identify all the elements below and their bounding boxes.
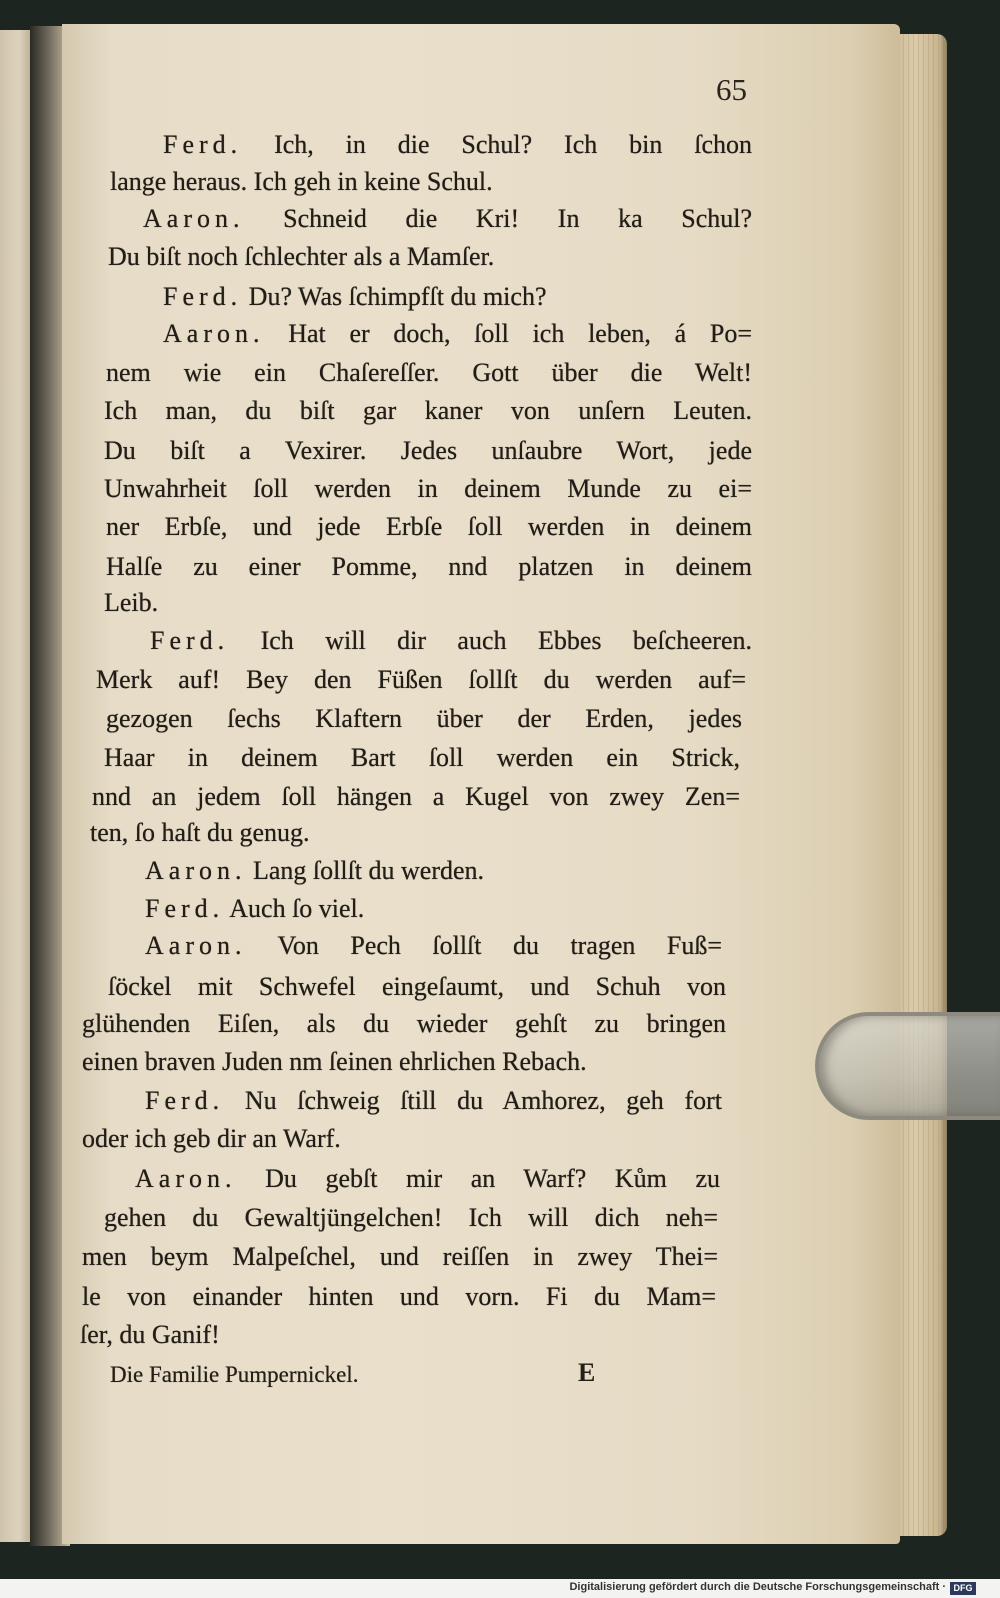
line-text: nnd an jedem ſoll hängen a Kugel von zwey Zen= <box>92 782 740 811</box>
line-text: Du gebſt mir an Warf? Kům zu <box>265 1164 721 1193</box>
text-line <box>92 779 740 815</box>
speaker-name: Aaron. <box>163 319 265 348</box>
line-text: Merk auf! Bey den Füßen ſollſt du werden auf= <box>96 665 746 694</box>
text-line <box>104 471 752 507</box>
line-text: ſöckel mit Schwefel eingeſaumt, und Schuh von <box>108 972 726 1001</box>
text-line <box>163 316 752 352</box>
text-line <box>104 585 752 621</box>
text-line <box>104 740 740 776</box>
text-line <box>145 928 722 964</box>
text-line <box>82 1006 726 1042</box>
line-text: ten, ſo haſt du genug. <box>90 818 310 847</box>
speaker-name: Ferd. <box>150 626 230 655</box>
line-text: Halſe zu einer Pomme, nnd platzen in deinem <box>106 552 752 581</box>
line-text: Ich, in die Schul? Ich bin ſchon <box>274 130 753 159</box>
text-line <box>145 1083 722 1119</box>
speaker-name: Ferd. <box>163 282 243 311</box>
text-line <box>80 1317 716 1353</box>
speaker-name: Ferd. <box>145 1086 225 1115</box>
text-line <box>145 891 740 927</box>
text-line <box>104 393 752 429</box>
line-text: Ich man, du biſt gar kaner von unſern Leuten. <box>104 396 752 425</box>
line-text: nem wie ein Chaſereſſer. Gott über die Welt! <box>106 358 752 387</box>
line-text: Auch ſo viel. <box>229 894 365 923</box>
dfg-logo: DFG <box>950 1582 976 1595</box>
text-line <box>104 433 752 469</box>
previous-page-edge <box>0 30 32 1542</box>
speaker-name: Aaron. <box>135 1164 237 1193</box>
text-line <box>135 1161 720 1197</box>
text-line <box>163 279 752 315</box>
text-line <box>106 701 742 737</box>
text-line <box>108 969 726 1005</box>
line-text: Lang ſollſt du werden. <box>252 856 485 885</box>
speaker-name: Aaron. <box>145 931 247 960</box>
text-line <box>106 549 752 585</box>
line-text: Haar in deinem Bart ſoll werden ein Strick, <box>104 743 740 772</box>
text-line <box>108 239 752 275</box>
line-text: gehen du Gewaltjüngelchen! Ich will dich neh= <box>104 1203 718 1232</box>
line-text: Du? Was ſchimpfſt du mich? <box>248 282 547 311</box>
line-text: Schneid die Kri! In ka Schul? <box>283 204 753 233</box>
running-title: Die Familie Pumpernickel. <box>110 1362 359 1387</box>
line-text: Ich will dir auch Ebbes beſcheeren. <box>260 626 753 655</box>
line-text: le von einander hinten und vorn. Fi du Mam= <box>82 1282 716 1311</box>
line-text: ſer, du Ganif! <box>80 1320 220 1349</box>
line-text: glühenden Eiſen, als du wieder gehſt zu bringen <box>82 1009 726 1038</box>
text-line <box>143 201 752 237</box>
line-text: Leib. <box>104 588 159 617</box>
text-line <box>145 853 740 889</box>
line-text: gezogen ſechs Klaftern über der Erden, jedes <box>106 704 742 733</box>
text-line <box>106 509 752 545</box>
line-text: Du biſt a Vexirer. Jedes unſaubre Wort, jede <box>104 436 752 465</box>
line-text: Von Pech ſollſt du tragen Fuß= <box>277 931 722 960</box>
line-text: Unwahrheit ſoll werden in deinem Munde zu ei= <box>104 474 752 503</box>
page-clip <box>815 1012 1000 1120</box>
signature-mark: E <box>578 1358 596 1387</box>
text-line <box>82 1239 718 1275</box>
speaker-name: Ferd. <box>145 894 225 923</box>
line-text: Du biſt noch ſchlechter als a Mamſer. <box>108 242 495 271</box>
text-line <box>96 662 746 698</box>
digitization-credit: Digitalisierung gefördert durch die Deutsche Forschungsgemeinschaft · <box>569 1581 946 1593</box>
line-text: men beym Malpeſchel, und reiſſen in zwey Thei= <box>82 1242 718 1271</box>
text-line <box>104 1200 718 1236</box>
text-line <box>106 355 752 391</box>
line-text: einen braven Juden nm ſeinen ehrlichen Rebach. <box>82 1047 587 1076</box>
line-text: Nu ſchweig ſtill du Amhorez, geh fort <box>244 1086 722 1115</box>
text-line <box>90 815 740 851</box>
text-line <box>110 164 752 200</box>
text-line <box>163 127 752 163</box>
text-line <box>82 1279 716 1315</box>
page-stack-edge <box>893 34 947 1536</box>
speaker-name: Aaron. <box>145 856 247 885</box>
speaker-name: Aaron. <box>143 204 245 233</box>
text-line <box>82 1121 722 1157</box>
page-number: 65 <box>716 72 747 107</box>
line-text: Hat er doch, ſoll ich leben, á Po= <box>288 319 752 348</box>
text-line <box>82 1044 726 1080</box>
text-line <box>150 623 752 659</box>
line-text: oder ich geb dir an Warf. <box>82 1124 341 1153</box>
line-text: lange heraus. Ich geh in keine Schul. <box>110 167 493 196</box>
line-text: ner Erbſe, und jede Erbſe ſoll werden in deinem <box>106 512 752 541</box>
speaker-name: Ferd. <box>163 130 243 159</box>
